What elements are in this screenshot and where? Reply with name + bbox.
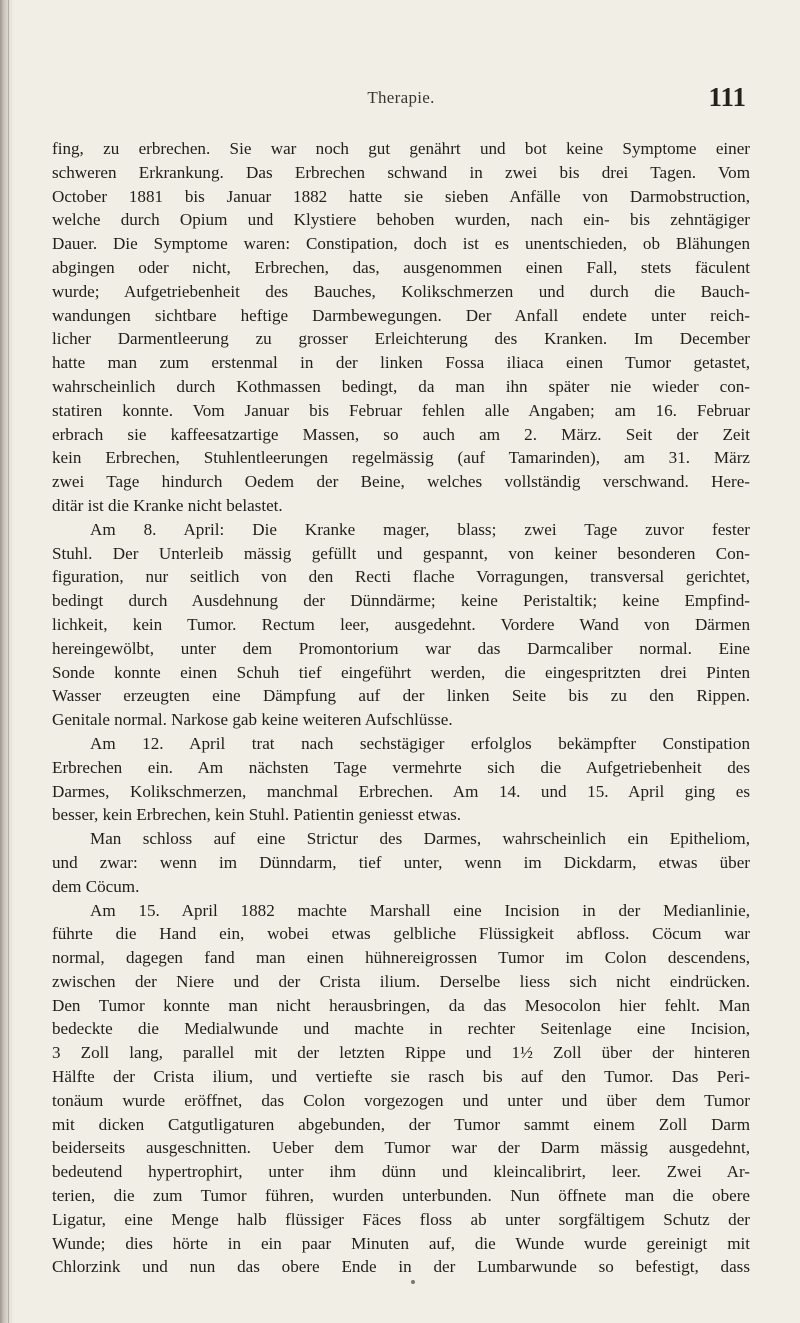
text-line: terien, die zum Tumor führen, wurden unterbunden. Nun öffnete man die obere [52, 1186, 750, 1206]
print-speck [411, 1280, 415, 1284]
text-line: fing, zu erbrechen. Sie war noch gut genährt und bot keine Symptome einer [52, 139, 750, 158]
text-line: Chlorzink und nun das obere Ende in der Lumbarwunde so befestigt, dass [52, 1257, 750, 1277]
text-line: Sonde konnte einen Schuh tief eingeführt werden, die eingespritzten drei Pinten [52, 662, 750, 682]
paragraph [52, 137, 750, 518]
paragraph [52, 899, 750, 1280]
text-line: Dauer. Die Symptome waren: Constipation, doch ist es unentschieden, ob Blähungen [52, 234, 750, 254]
text-line: Hälfte der Crista ilium, und vertiefte sie rasch bis auf den Tumor. Das Peri- [52, 1067, 750, 1087]
text-line: zwischen der Niere und der Crista ilium. Derselbe liess sich nicht eindrücken. [52, 971, 750, 991]
text-line: hatte man zum erstenmal in der linken Fossa iliaca einen Tumor getastet, [52, 353, 750, 373]
text-line: Wasser erzeugten eine Dämpfung auf der linken Seite bis zu den Rippen. [52, 686, 750, 706]
text-line: abgingen oder nicht, Erbrechen, das, ausgenommen einen Fall, stets fäculent [52, 257, 750, 277]
text-line: Ligatur, eine Menge halb flüssiger Fäces floss ab unter sorgfältigem Schutz der [52, 1209, 750, 1229]
text-line: tonäum wurde eröffnet, das Colon vorgezogen und unter und über dem Tumor [52, 1090, 750, 1110]
text-line: ditär ist die Kranke nicht belastet. [52, 495, 283, 515]
text-line: dem Cöcum. [52, 876, 140, 896]
page-number: 111 [708, 82, 746, 112]
running-title: Therapie. [367, 88, 435, 107]
text-line: Erbrechen ein. Am nächsten Tage vermehrte sich die Aufgetriebenheit des [52, 757, 750, 777]
text-line: zwei Tage hindurch Oedem der Beine, welches vollständig verschwand. Here- [52, 472, 750, 492]
text-line: figuration, nur seitlich von den Recti flache Vorragungen, transversal gerichtet, [52, 567, 750, 587]
text-line: erbrach sie kaffeesatzartige Massen, so auch am 2. März. Seit der Zeit [52, 424, 750, 444]
text-line: Wunde; dies hörte in ein paar Minuten auf, die Wunde wurde gereinigt mit [52, 1233, 750, 1253]
text-line: 3 Zoll lang, parallel mit der letzten Rippe und 1½ Zoll über der hinteren [52, 1043, 750, 1063]
text-line: bedeckte die Medialwunde und machte in rechter Seitenlage eine Incision, [52, 1019, 750, 1039]
text-line: bedingt durch Ausdehnung der Dünndärme; keine Peristaltik; keine Empfind- [52, 591, 750, 611]
text-line: October 1881 bis Januar 1882 hatte sie sieben Anfälle von Darmobstruction, [52, 186, 750, 206]
paragraph [52, 827, 750, 898]
text-line: kein Erbrechen, Stuhlentleerungen regelmässig (auf Tamarinden), am 31. März [52, 448, 750, 468]
text-line: Den Tumor konnte man nicht herausbringen, da das Mesocolon hier fehlt. Man [52, 995, 750, 1015]
text-line: Man schloss auf eine Strictur des Darmes, wahrscheinlich ein Epitheliom, [90, 829, 750, 849]
text-line: führte die Hand ein, wobei etwas gelbliche Flüssigkeit abfloss. Cöcum war [52, 924, 750, 944]
text-line: licher Darmentleerung zu grosser Erleichterung des Kranken. Im December [52, 329, 750, 349]
text-line: schweren Erkrankung. Das Erbrechen schwand in zwei bis drei Tagen. Vom [52, 162, 750, 182]
text-line: Am 12. April trat nach sechstägiger erfolglos bekämpfter Constipation [90, 733, 750, 753]
text-line: wahrscheinlich durch Kothmassen bedingt, da man ihn später nie wieder con- [52, 376, 750, 396]
page-edge-shadow [0, 0, 14, 1323]
text-line: lichkeit, kein Tumor. Rectum leer, ausgedehnt. Vordere Wand von Därmen [52, 614, 750, 634]
text-line: hereingewölbt, unter dem Promontorium war das Darmcaliber normal. Eine [52, 638, 750, 658]
text-line: Darmes, Kolikschmerzen, manchmal Erbrechen. Am 14. und 15. April ging es [52, 781, 750, 801]
page-header [52, 84, 750, 114]
text-line: Stuhl. Der Unterleib mässig gefüllt und gespannt, von keiner besonderen Con- [52, 543, 750, 563]
text-line: statiren konnte. Vom Januar bis Februar fehlen alle Angaben; am 16. Februar [52, 400, 750, 420]
text-line: Am 8. April: Die Kranke mager, blass; zwei Tage zuvor fester [90, 519, 750, 539]
text-line: mit dicken Catgutligaturen abgebunden, der Tumor sammt einem Zoll Darm [52, 1114, 750, 1134]
text-line: welche durch Opium und Klystiere behoben wurden, nach ein- bis zehntägiger [52, 210, 750, 230]
text-line: besser, kein Erbrechen, kein Stuhl. Patientin geniesst etwas. [52, 805, 461, 825]
page-edge-line [8, 0, 9, 1323]
text-line: Genitale normal. Narkose gab keine weiteren Aufschlüsse. [52, 710, 453, 730]
text-line: normal, dagegen fand man einen hühnereigrossen Tumor im Colon descendens, [52, 948, 750, 968]
paragraph [52, 732, 750, 827]
text-line: bedeutend hypertrophirt, unter ihm dünn und kleincalibrirt, leer. Zwei Ar- [52, 1162, 750, 1182]
text-line: Am 15. April 1882 machte Marshall eine Incision in der Medianlinie, [90, 900, 750, 920]
body-text [52, 137, 750, 1279]
paragraph [52, 518, 750, 732]
text-line: wurde; Aufgetriebenheit des Bauches, Kolikschmerzen und durch die Bauch- [52, 281, 750, 301]
text-line: wandungen sichtbare heftige Darmbewegungen. Der Anfall endete unter reich- [52, 305, 750, 325]
text-line: und zwar: wenn im Dünndarm, tief unter, wenn im Dickdarm, etwas über [52, 852, 750, 872]
text-line: beiderseits ausgeschnitten. Ueber dem Tumor war der Darm mässig ausgedehnt, [52, 1138, 750, 1158]
